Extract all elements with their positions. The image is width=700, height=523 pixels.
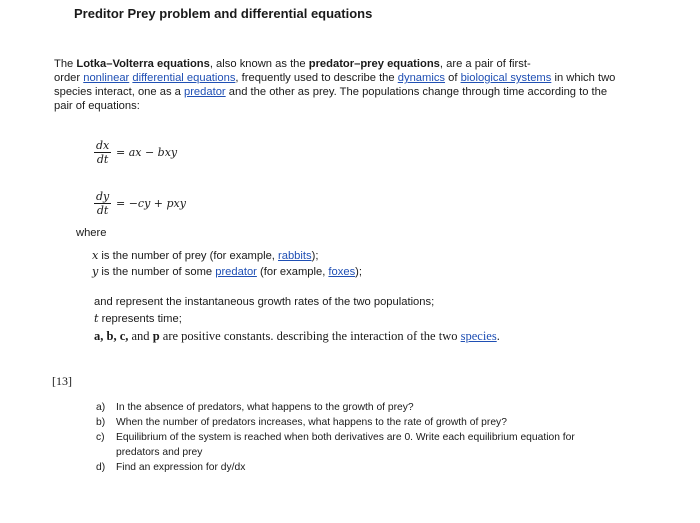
question-text: Find an expression for dy/dx — [116, 462, 246, 473]
link-nonlinear[interactable]: nonlinear — [83, 72, 130, 84]
question-label-spacer — [96, 445, 116, 460]
link-rabbits[interactable]: rabbits — [278, 250, 312, 262]
eq2-numerator: dy — [96, 190, 110, 203]
equation-1-rhs: = ax − bxy — [116, 146, 178, 159]
text: . — [496, 329, 500, 343]
question-label: d) — [96, 462, 106, 473]
var-x: x — [92, 249, 99, 262]
where-label: where — [76, 227, 107, 239]
definition-t — [94, 312, 182, 325]
eq1-denominator: dt — [96, 153, 109, 166]
text: , are a pair of first- — [439, 58, 531, 70]
eq1-numerator: dx — [96, 139, 110, 152]
text: , frequently used to describe the — [235, 72, 398, 84]
question-b — [96, 415, 575, 430]
text: represents time; — [98, 313, 182, 325]
text: , also known as the — [209, 58, 309, 70]
marks-label: [13] — [52, 374, 72, 388]
var-t: t — [94, 312, 99, 325]
link-predator-2[interactable]: predator — [215, 266, 257, 278]
page-title: Preditor Prey problem and differential equations — [74, 6, 373, 21]
text: is the number of some — [98, 266, 216, 278]
definition-x — [92, 249, 318, 262]
intro-paragraph — [54, 57, 654, 113]
intro-line-4: pair of equations: — [54, 100, 140, 112]
var-y: y — [92, 265, 99, 278]
text: ); — [311, 250, 319, 262]
question-a — [96, 400, 575, 415]
text: (for example, — [256, 266, 329, 278]
equation-2-fraction — [94, 190, 111, 217]
bold-constant-p: p — [152, 329, 160, 343]
link-biological-systems[interactable]: biological systems — [460, 72, 552, 84]
equation-1-fraction — [94, 139, 111, 166]
intro-line-1 — [54, 57, 654, 71]
bold-term: predator–prey equations — [308, 58, 440, 70]
text: ); — [355, 266, 363, 278]
question-c-continued — [96, 445, 575, 460]
text: order — [54, 72, 84, 84]
question-c — [96, 430, 575, 445]
link-foxes[interactable]: foxes — [328, 266, 356, 278]
equation-2-rhs: = −cy + pxy — [116, 197, 186, 210]
definition-y — [92, 265, 362, 278]
question-text: When the number of predators increases, what happens to the rate of growth of prey? — [116, 417, 507, 428]
questions-list — [96, 400, 575, 475]
link-predator[interactable]: predator — [183, 86, 226, 98]
text: is the number of prey (for example, — [98, 250, 279, 262]
text: are positive constants. describing the interaction of the two — [159, 329, 461, 343]
question-text: In the absence of predators, what happens to the growth of prey? — [116, 402, 414, 413]
eq2-denominator: dt — [96, 204, 109, 217]
intro-line-2 — [54, 71, 654, 85]
text: and the other as prey. The populations change through time according to the — [225, 86, 608, 98]
text: species interact, one as a — [54, 86, 184, 98]
bold-term: Lotka–Volterra equations — [76, 58, 210, 70]
text: of — [445, 72, 461, 84]
bold-constants: a, b, c, — [94, 329, 129, 343]
constants-statement — [94, 329, 500, 344]
text: The — [54, 58, 77, 70]
text: in which two — [551, 72, 616, 84]
definition-growth-rates: and represent the instantaneous growth rates of the two populations; — [94, 296, 435, 308]
link-dynamics[interactable]: dynamics — [397, 72, 446, 84]
question-text: Equilibrium of the system is reached when both derivatives are 0. Write each equilibrium equation for — [116, 432, 575, 443]
question-label: b) — [96, 417, 106, 428]
intro-line-3 — [54, 85, 654, 99]
question-label: a) — [96, 402, 106, 413]
link-species[interactable]: species — [460, 329, 497, 343]
link-differential-equations[interactable]: differential equations — [132, 72, 236, 84]
question-d — [96, 460, 575, 475]
question-label: c) — [96, 432, 105, 443]
question-text: predators and prey — [116, 447, 203, 458]
text: and — [128, 329, 153, 343]
